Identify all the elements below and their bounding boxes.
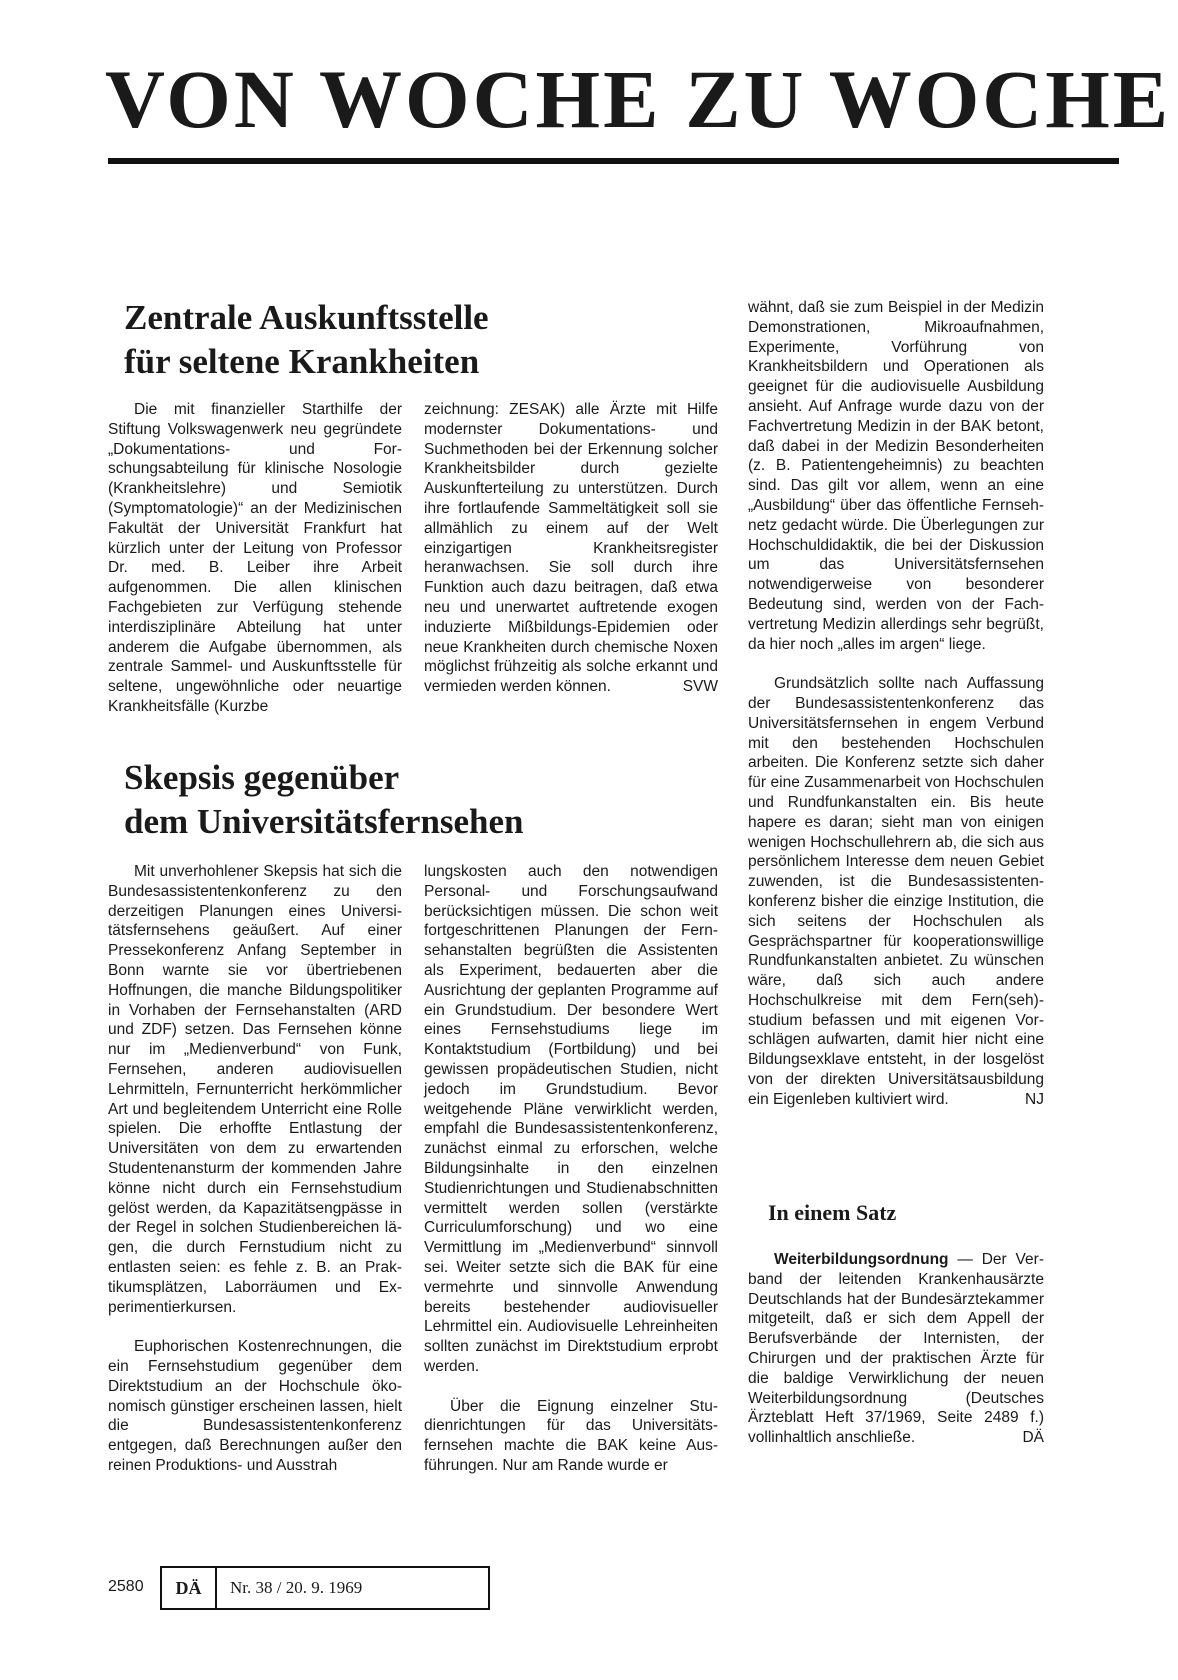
article2-headline-line2: dem Universitätsfernsehen — [124, 802, 524, 841]
article2-headline — [124, 756, 524, 844]
article2-paragraph: lungskosten auch den notwendigen Personal- und Forschungsaufwand berücksichtigen müssen. Die schon weit fortgeschrittenen Planungen der Fernsehanstalten begrüßten die Assistenten als Experiment, bedauerten aber die Ausrichtung der geplanten Programme auf ein Grundstudium. Der besondere Wert eines Fernsehstudiums liege im Kontaktstudium (Fortbildung) und bei gewissen propädeutischen Studien, nicht jedoch im Grundstudium. Bevor weitgehende Pläne verwirklicht werden, empfahl die Bundesassistentenkonferenz, zunächst einmal zu erforschen, welche Bildungsinhalte in den einzelnen Studienrichtungen und Studienabschnitten vermittelt werden sollen (verstärkte Curriculumforschung) und wo eine Vermittlung im „Medienverbund“ sinnvoll sei. Weiter setzte sich die BAK für eine vermehrte und sinnvolle Anwendung bereits bestehender audiovisueller Lehrmittel ein. Audiovisuelle Lehreinheiten sollten zunächst im Direktstudium erprobt werden. — [424, 863, 718, 1375]
sidebar-keyword: Weiterbildungsordnung — [774, 1251, 949, 1268]
article1-signature: SVW — [682, 678, 718, 696]
article2-paragraph: wähnt, daß sie zum Beispiel in der Medizin Demonstrationen, Mikroaufnahmen, Experimente, Vorführung von Krankheitsbildern und Operationen als geeignet für die audiovisuelle Ausbildung ansieht. Auf Anfrage wurde dazu von der Fachvertretung Medizin in der BAK betont, daß dabei in der Medizin Besonderheiten (z. B. Patientengeheimnis) zu beachten sind. Das gilt vor allem, wenn an eine „Ausbildung“ über das öffentliche Fernsehnetz gedacht würde. Die Überlegungen zur Hochschuldidaktik, die bei der Diskussion um das Universitätsfernsehen notwendigerweise von besonderer Bedeutung sind, werden von der Fachvertretung Medizin allerdings sehr begrüßt, da hier noch „alles im argen“ liege. — [748, 299, 1044, 653]
article2-column-3 — [748, 298, 1044, 1110]
article2-paragraph: Grundsätzlich sollte nach Auffassung der Bundesassistentenkonferenz das Universitätsfernsehen in engem Verbund mit den bestehenden Hochschulen arbeiten. Die Konferenz setzte sich daher für eine Zusammenarbeit von Hochschulen und Rundfunkanstalten ein. Bis heute hapere es daran; sieht man von einigen wenigen Hochschullehrern ab, die sich aus persönlichem Interesse dem neuen Gebiet zuwenden, ist die Bundesassistentenkonferenz bisher die einzige Institution, die sich seitens der Hochschulen als Gesprächspartner für kooperationswillige Rundfunkanstalten anbietet. Zu wünschen wäre, daß sich auch andere Hochschulkreise mit dem Fern(seh)studium befassen und mit eigenen Vorschlägen aufwarten, damit hier nicht eine Bildungsexklave entsteht, in der losgelöst von der direkten Universitätsausbildung ein Eigenleben kultiviert wird. — [748, 675, 1044, 1108]
article1-column-2 — [424, 400, 718, 697]
issue-label: Nr. 38 / 20. 9. 1969 — [230, 1578, 363, 1597]
page-number: 2580 — [108, 1578, 144, 1595]
article1-paragraph: zeichnung: ZESAK) alle Ärzte mit Hilfe modernster Dokumentations- und Suchmethoden bei der Erkennung solcher Krankheitsbilder durch gezielte Auskunfterteilung zu unterstützen. Durch ihre fortlaufende Sammeltätigkeit soll sie allmählich zu einem auf der Welt einzigartigen Krankheitsregister heranwachsen. Sie soll durch ihre Funktion auch dazu beitragen, daß etwa neu und unerwartet auftretende exogen induzierte Mißbildungs-Epidemien oder neue Krankheiten durch chemische Noxen möglichst frühzeitig als solche erkannt und vermieden werden können. — [424, 401, 718, 696]
sidebar-signature: DÄ — [1022, 1429, 1044, 1447]
sidebar-heading: In einem Satz — [768, 1200, 897, 1225]
article2-headline-line1: Skepsis gegenüber — [124, 758, 400, 797]
article2-column-2 — [424, 862, 718, 1476]
article2-signature: NJ — [1025, 1090, 1044, 1108]
article2-paragraph: Über die Eignung einzelner Studienrichtungen für das Universitätsfernsehen machte die BAK keine Ausführungen. Nur am Rande wurde er — [424, 1397, 718, 1474]
masthead-title: VON WOCHE ZU WOCHE — [105, 53, 1172, 145]
sidebar-paragraph — [748, 1250, 1044, 1448]
article2-column-1 — [108, 862, 402, 1476]
sidebar-column — [748, 1250, 1044, 1448]
article1-headline — [124, 296, 489, 384]
article2-paragraph: Euphorischen Kostenrechnungen, die ein Fernsehstudium gegenüber dem Direktstudium an der Hochschule ökonomisch günstiger erscheinen lassen, hielt die Bundesassistentenkonferenz entgegen, daß Berechnungen außer den reinen Produktions- und Ausstrah — [108, 1338, 402, 1474]
sidebar-text: — Der Verband der leitenden Krankenhausärzte Deutschlands hat der Bundesärztekammer mitgeteilt, daß er sich dem Appell der Berufsverbände der Internisten, der Chirurgen und der praktischen Ärzte für die baldige Verwirklichung der neuen Weiterbildungsordnung (Deutsches Ärzteblatt Heft 37/1969, Seite 2489 f.) vollinhaltlich anschließe. — [748, 1251, 1044, 1447]
article1-headline-line2: für seltene Krankheiten — [124, 342, 480, 381]
article1-headline-line1: Zentrale Auskunftsstelle — [124, 298, 489, 337]
article1-paragraph: Die mit finanzieller Starthilfe der Stiftung Volkswagenwerk neu gegründete „Dokumentations- und Forschungsabteilung für klinische Nosologie (Krankheitslehre) und Semiotik (Symptomatologie)“ an der Medizinischen Fakultät der Universität Frankfurt hat kürzlich unter der Leitung von Professor Dr. med. B. Leiber ihre Arbeit aufgenommen. Die allen klinischen Fachgebieten zur Verfügung stehende interdisziplinäre Abteilung hat unter anderem die Aufgabe übernommen, als zentrale Sammel- und Auskunftsstelle für seltene, ungewöhnliche oder neuartige Krankheitsfälle (Kurzbe — [108, 401, 402, 715]
journal-logo: DÄ — [162, 1568, 217, 1608]
article2-paragraph: Mit unverhohlener Skepsis hat sich die Bundesassistentenkonferenz zu den derzeitigen Planungen eines Universitätsfernsehens geäußert. Auf einer Pressekonferenz Anfang September in Bonn warnte sie vor übertriebenen Hoffnungen, die manche Bildungspolitiker in Vorhaben der Fernsehanstalten (ARD und ZDF) setzen. Das Fernsehen könne nur im „Medienverbund“ von Funk, Fernsehen, anderen audiovisuellen Lehrmitteln, Fernunterricht herkömmlicher Art und begleitendem Unterricht eine Rolle spielen. Die erhoffte Entlastung der Universitäten von dem zu erwartenden Studentenansturm der kommenden Jahre könne nicht durch ein Fernsehstudium gelöst werden, da Kapazitätsengpässe in der Regel in solchen Studienbereichen lägen, die durch Fernstudium nicht zu entlasten seien: es fehle z. B. an Praktikumsplätzen, Laborräumen und Experimentierkursen. — [108, 863, 402, 1316]
masthead-rule — [108, 158, 1119, 164]
issue-box — [160, 1566, 490, 1610]
article1-column-1 — [108, 400, 402, 717]
